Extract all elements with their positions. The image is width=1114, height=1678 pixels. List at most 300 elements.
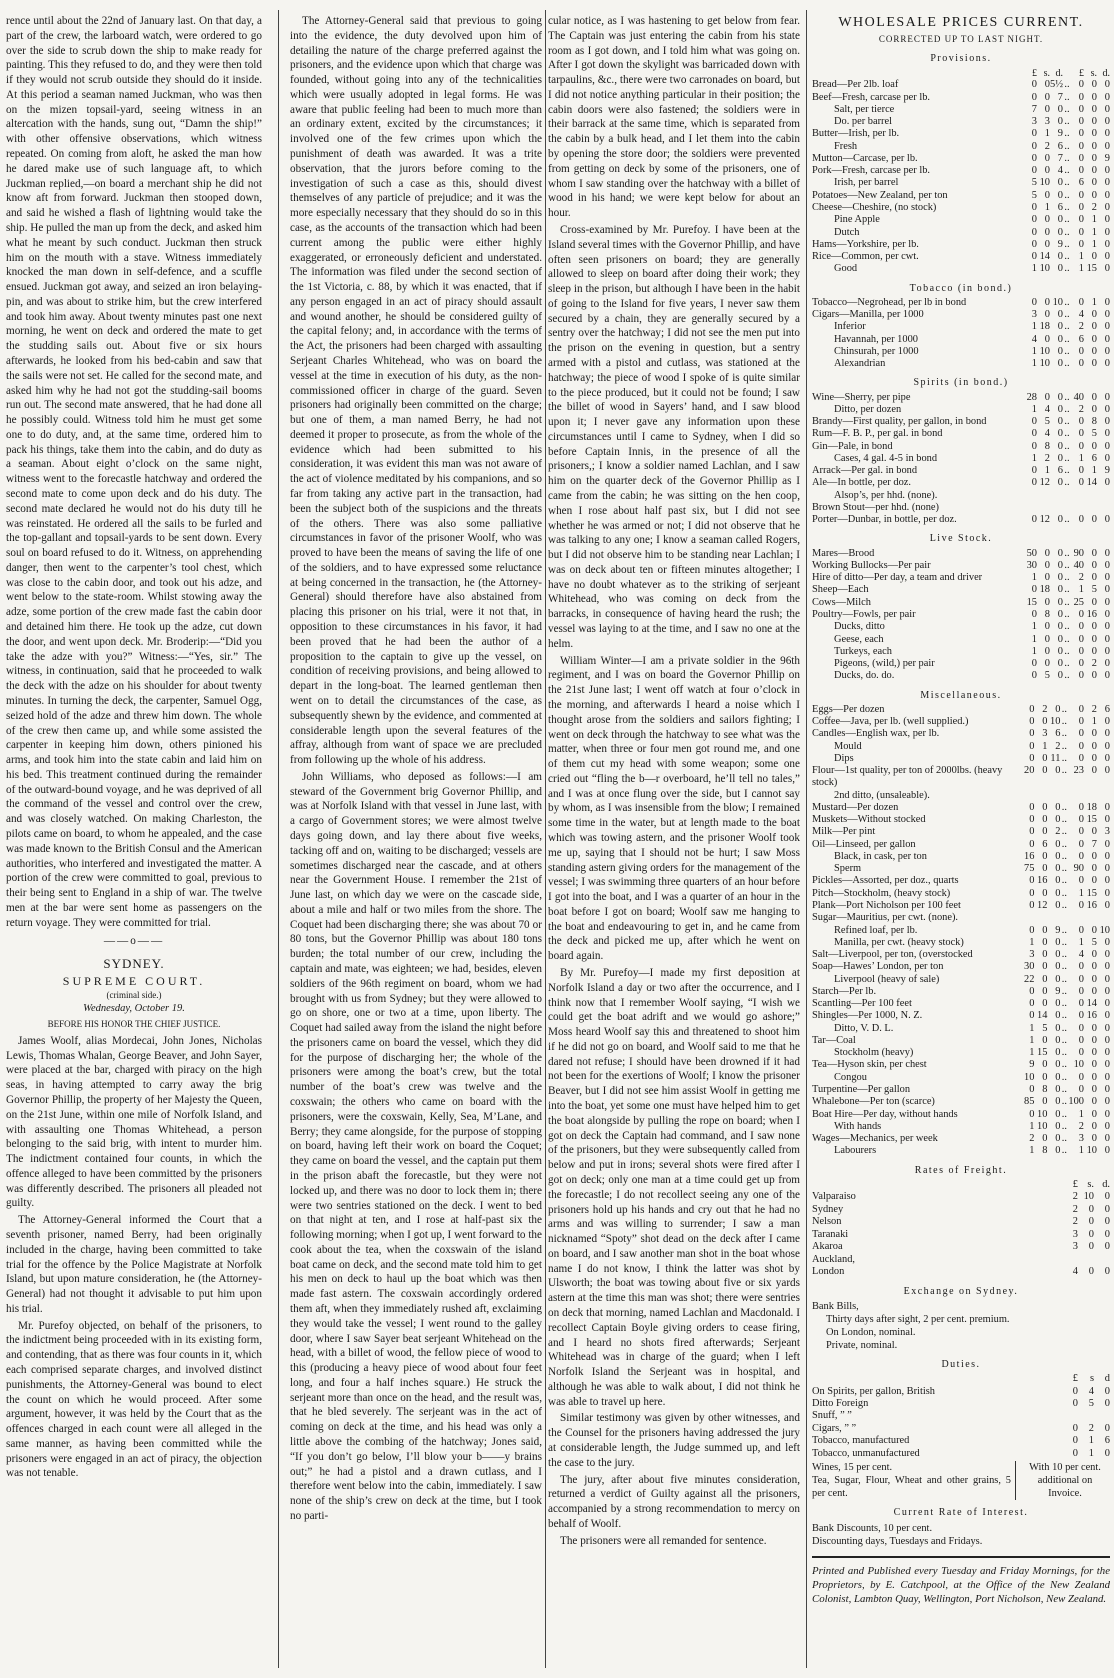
price-high: 5: [1091, 936, 1097, 948]
price-low: 4: [1044, 403, 1050, 415]
price-sep: ..: [1064, 547, 1070, 559]
exchange-lines: [812, 1300, 1110, 1352]
price-high: 14: [1086, 998, 1097, 1010]
price-row: [812, 986, 1110, 998]
article-paragraph: The jury, after about five minutes consideration, returned a verdict of Guilty against all the prisoners, accompanied by a strong recommendation to mercy on behalf of Woolf.: [548, 1473, 800, 1530]
price-sep: ..: [1064, 189, 1070, 201]
price-high: 25: [1073, 596, 1084, 608]
price-sep: ..: [1061, 998, 1067, 1010]
freight-place: Taranaki: [812, 1228, 849, 1240]
price-item: Chinsurah, per 1000: [834, 345, 919, 357]
price-sep: ..: [1064, 608, 1070, 620]
price-low: 0: [1055, 1047, 1061, 1059]
article-paragraph: William Winter—I am a private soldier in the 96th regiment, and I was on board the Governor Phillip on the 21st June last; I went off watch at four o’clock in the morning, and afterwards I heard a noise which I thought arose from the soldiers and sailors fighting; I went on deck through the hatchway to see what was the matter, when three or four men got round me, and one of them cut my head with some weapon; some one cried out “fling the b—r overboard, he’ll tell no tales,” and I was at once flung over the side, but I cannot say by whom, as I was insensible from the blow; I remained some time in the water, but at length made to the boat which was towing astern, and the prisoner Woolf took me up, saying that I should not be hurt; I saw Moss standing astern giving orders for the management of the vessel; I was swimming three quarters of an hour before I got into the boat, and I was a quarter of an hour in the boat before I got on board; Woolf saw me hanging to the boat and endeavouring to get in, and he came from the deck and picked me up, after which he went on board again.: [548, 654, 800, 963]
price-high: 0: [1104, 514, 1110, 526]
price-high: 0: [1104, 814, 1110, 826]
price-low: 0: [1031, 465, 1037, 477]
price-item: Oil—Linseed, per gallon: [812, 838, 916, 850]
price-high: 0: [1104, 1071, 1110, 1083]
price-high: 1: [1078, 936, 1084, 948]
duties-item: Cigars, ” ”: [812, 1422, 857, 1434]
price-sep: ..: [1061, 1145, 1067, 1157]
price-high: 0: [1104, 716, 1110, 728]
price-high: 0: [1104, 403, 1110, 415]
price-low: 1: [1029, 1047, 1035, 1059]
price-row: [812, 765, 1110, 790]
price-low: 12: [1037, 900, 1048, 912]
price-item: Candles—English wax, per lb.: [812, 728, 940, 740]
price-high: 10: [1099, 924, 1110, 936]
price-item: Good: [834, 263, 858, 275]
price-row: [812, 128, 1110, 140]
price-low: 5½: [1050, 79, 1063, 91]
price-high: 0: [1091, 961, 1097, 973]
price-sep: ..: [1064, 296, 1070, 308]
price-high: 0: [1078, 924, 1084, 936]
price-item: Dutch: [834, 226, 860, 238]
price-high: 0: [1078, 428, 1084, 440]
price-row: [812, 153, 1110, 165]
price-low: 2: [1044, 140, 1050, 152]
price-row: [812, 704, 1110, 716]
article-paragraph: rence until about the 22nd of January last. On that day, a part of the crew, the larboard watch, were ordered to go over the side to scrub down the ship to make ready for painting. This they refused to do, and they were then told if they would not scrub outside they should do it inside. At this period a seaman named Juckman, who was then on the mizen topsail-yard, seeing witness in an altercation with the hands, sung out, “Damn the ship!” with other offensive observations, which witness repeated. On coming from aloft, he asked the man how he dared make use of such language aft, to which Juckman replied,—on board a merchant ship he did not know aft from forward. Juckman then stooped down, and said he wished a flash of lightning would take the ship. He pulled the man up from the deck, and asked him what he meant by such conduct. Juckman then struck him on the mouth with a stave. Witness immediately knocked the man down in self-defence, and a scuffle ensued. Juckman got away, and seized an iron belaying-pin, and was about to strike him, but the crew interfered and took him away. About twenty minutes past one next morning, he went on deck and ordered the mate to get the studding sails out. About five or six hours afterwards, he looked from his bed-cabin and saw that the sails were not set. He called for the second mate, and asked him why he had not got the studding-sail booms run out. The second mate answered, that he had done all he possibly could. Witness told him he must get some one to do duty, and, at the same time, ordered him to pack his things, take them into the cabin, and do duty as a seaman. About eight o’clock on the same night, witness went to the forecastle hatchway and ordered the second mate to come upon deck and do his duty. The second mate declared he would not do his duty till he was reinstated. He ordered all the sails to be furled and the top-gallant and topsail-yards to be sent down. Every soul on board refused to do it. Witness, on apprehending danger, then went to the carpenter’s tool chest, which was close to the cabin door, and took out his adze, and went below to the state-room. Whilst stowing away the adze, some portion of the crew made fast the cabin door and detained him there. He took up the adze, cut down the door, and went upon deck. Mr. Broderip:—“Did you take the adze with you?” Witness:—“Yes, sir.” The witness, in continuation, said that he proceeded to walk the deck with the adze on his shoulder for about twenty minutes. In turning the deck, the carpenter, Samuel Ogg, seized hold of the adze and threw him down. The whole of the crew then came up, and while some assisted the carpenter in keeping him down, others pinioned his arms, and took him into the state cabin and laid him on his bed. This treatment continued during the remainder of the outward-bound voyage, and he was deprived of all the command of the vessel and control over the crew, and was closely watched. On making Charleston, the pilots came on board, to whom he appealed, and the case was made known to the British Consul and the American authorities, who interfered and investigated the matter. A portion of the crew were committed to goal, previous to their being sent to England in a ship of war. The twelve men at the bar were sent home as passengers on the return voyage. They were committed for trial.: [6, 15, 262, 929]
price-item: Eggs—Per dozen: [812, 703, 885, 715]
price-low: 10: [1037, 1108, 1048, 1120]
price-high: 40: [1073, 559, 1084, 571]
price-low: 1: [1029, 936, 1035, 948]
price-section-title: Spirits (in bond.): [913, 377, 1009, 389]
price-low: 0: [1055, 875, 1061, 887]
price-high: 0: [1104, 1120, 1110, 1132]
price-high: 0: [1091, 1059, 1097, 1071]
duties-notes: [812, 1461, 1110, 1500]
freight-value: 0: [1104, 1216, 1110, 1228]
price-low: 3: [1042, 728, 1048, 740]
price-low: 5: [1044, 670, 1050, 682]
price-low: 0: [1057, 189, 1063, 201]
freight-value: 0: [1088, 1216, 1094, 1228]
price-table: [812, 392, 1110, 527]
freight-value: 0: [1088, 1228, 1094, 1240]
price-sep: ..: [1064, 358, 1070, 370]
price-high: 0: [1104, 608, 1110, 620]
price-item: Manilla, per cwt. (heavy stock): [834, 936, 964, 948]
price-high: 0: [1091, 391, 1097, 403]
price-sep: ..: [1061, 973, 1067, 985]
price-low: 0: [1042, 1133, 1048, 1145]
price-item: Soap—Hawes’ London, per ton: [812, 961, 944, 973]
price-high: 0: [1104, 103, 1110, 115]
price-high: 0: [1104, 645, 1110, 657]
price-high: 0: [1091, 309, 1097, 321]
price-item: Sugar—Mauritius, per cwt. (none).: [812, 912, 959, 924]
price-low: 1: [1044, 465, 1050, 477]
price-low: 0: [1044, 645, 1050, 657]
price-high: 1: [1091, 465, 1097, 477]
price-item: Ducks, ditto: [834, 621, 885, 633]
price-row: [812, 104, 1110, 116]
price-high: 0: [1078, 645, 1084, 657]
price-high: 0: [1091, 949, 1097, 961]
duties-title: Duties.: [941, 1358, 981, 1370]
price-high: 23: [1073, 765, 1084, 777]
price-sep: ..: [1064, 152, 1070, 164]
duties-value: 1: [1088, 1435, 1094, 1447]
price-low: 10: [1037, 1120, 1048, 1132]
price-low: 9: [1055, 924, 1061, 936]
price-low: 6: [1042, 838, 1048, 850]
header-gap: [1063, 68, 1071, 80]
price-high: 0: [1104, 1096, 1110, 1108]
price-item: Rice—Common, per cwt.: [812, 251, 919, 263]
price-low: 1: [1031, 263, 1037, 275]
price-high: 10: [1073, 1059, 1084, 1071]
price-low: 0: [1031, 477, 1037, 489]
price-table: [812, 68, 1110, 276]
price-high: 0: [1091, 850, 1097, 862]
price-high: 0: [1104, 201, 1110, 213]
price-item: Beef—Fresh, carcase per lb.: [812, 91, 930, 103]
price-high: 0: [1078, 514, 1084, 526]
price-section-title: Live Stock.: [929, 533, 993, 545]
price-low: 0: [1057, 440, 1063, 452]
price-low: 5: [1031, 177, 1037, 189]
price-row: [812, 346, 1110, 358]
price-high: 0: [1091, 826, 1097, 838]
price-sep: ..: [1064, 251, 1070, 263]
price-sep: ..: [1064, 309, 1070, 321]
price-low: 8: [1044, 608, 1050, 620]
price-sep: ..: [1064, 263, 1070, 275]
price-row: [812, 998, 1110, 1010]
price-low: 8: [1044, 440, 1050, 452]
price-row: [812, 465, 1110, 477]
price-high: 0: [1078, 1010, 1084, 1022]
price-item: Rum—F. B. P., per gal. in bond: [812, 428, 943, 440]
price-high: 0: [1091, 189, 1097, 201]
price-high: 0: [1078, 608, 1084, 620]
price-low: 2: [1042, 703, 1048, 715]
price-high: 0: [1091, 765, 1097, 777]
price-high: 0: [1091, 633, 1097, 645]
price-sep: ..: [1061, 863, 1067, 875]
price-low: 9: [1057, 128, 1063, 140]
price-high: 0: [1104, 801, 1110, 813]
price-high: 0: [1078, 670, 1084, 682]
price-row: [812, 597, 1110, 609]
price-sep: ..: [1064, 140, 1070, 152]
price-item: Mould: [834, 740, 862, 752]
price-high: 0: [1078, 752, 1084, 764]
price-high: 0: [1078, 1084, 1084, 1095]
price-sep: ..: [1064, 214, 1070, 226]
price-row: [812, 334, 1110, 346]
price-item: Shingles—Per 1000, N. Z.: [812, 1010, 923, 1022]
price-row: [812, 1035, 1110, 1047]
price-table: [812, 548, 1110, 683]
price-sep: ..: [1064, 321, 1070, 333]
price-row: [812, 251, 1110, 263]
price-high: 0: [1104, 452, 1110, 464]
duties-row: [812, 1435, 1110, 1447]
freight-value: 3: [1072, 1228, 1078, 1240]
price-high: 2: [1078, 572, 1084, 584]
price-item: Ditto, per dozen: [834, 403, 902, 415]
price-high: 0: [1104, 116, 1110, 128]
column-rule: [278, 10, 279, 1668]
price-high: 0: [1091, 1108, 1097, 1120]
price-low: 1: [1031, 633, 1037, 645]
price-high: 0: [1078, 814, 1084, 826]
price-item: Sperm: [834, 863, 862, 875]
price-low: 0: [1029, 887, 1035, 899]
price-low: 0: [1055, 973, 1061, 985]
price-low: 0: [1042, 850, 1048, 862]
price-low: 10: [1024, 1071, 1035, 1083]
price-row: [812, 1109, 1110, 1121]
price-low: 0: [1057, 333, 1063, 345]
price-low: 0: [1055, 703, 1061, 715]
price-low: 15: [1026, 596, 1037, 608]
price-high: 0: [1078, 716, 1084, 728]
price-low: 0: [1057, 621, 1063, 633]
price-low: 0: [1057, 477, 1063, 489]
price-item: Ducks, do. do.: [834, 670, 895, 682]
price-sep: ..: [1064, 465, 1070, 477]
price-low: 0: [1057, 633, 1063, 645]
price-high: 16: [1086, 608, 1097, 620]
price-low: 75: [1024, 863, 1035, 875]
price-item: Tobacco—Negrohead, per lb in bond: [812, 296, 967, 308]
price-high: 0: [1078, 128, 1084, 140]
price-high: 15: [1086, 263, 1097, 275]
price-high: 0: [1078, 152, 1084, 164]
price-row: [812, 1023, 1110, 1035]
price-high: 0: [1104, 1047, 1110, 1059]
price-high: 1: [1091, 214, 1097, 226]
price-high: 0: [1091, 1133, 1097, 1145]
price-low: 0: [1029, 703, 1035, 715]
price-item: Salt—Liverpool, per ton, (overstocked: [812, 949, 973, 961]
price-item: Dips: [834, 752, 854, 764]
price-high: 0: [1104, 296, 1110, 308]
price-sep: ..: [1061, 752, 1067, 764]
price-high: 0: [1104, 936, 1110, 948]
duties-value: [1094, 1410, 1110, 1422]
price-section-title: Provisions.: [930, 53, 992, 65]
price-high: 14: [1086, 477, 1097, 489]
price-row: [812, 214, 1110, 226]
price-high: 0: [1078, 998, 1084, 1010]
price-row: [812, 358, 1110, 370]
price-high: 0: [1078, 358, 1084, 370]
freight-place: London: [812, 1266, 845, 1278]
price-high: 5: [1091, 428, 1097, 440]
price-high: 0: [1104, 165, 1110, 177]
price-sep: ..: [1064, 333, 1070, 345]
price-high: 0: [1078, 140, 1084, 152]
price-low: 0: [1031, 514, 1037, 526]
price-row: [812, 802, 1110, 814]
price-low: 6: [1057, 140, 1063, 152]
column-rule: [806, 10, 807, 1668]
price-row: [812, 1084, 1110, 1096]
price-row: [812, 961, 1110, 973]
price-row: [812, 937, 1110, 949]
price-low: 0: [1042, 924, 1048, 936]
price-item: Tea—Hyson skin, per chest: [812, 1059, 927, 1071]
price-item: Brandy—First quality, per gallon, in bond: [812, 416, 987, 428]
price-row: [812, 165, 1110, 177]
price-high: 5: [1091, 584, 1097, 596]
price-low: 0: [1031, 658, 1037, 670]
price-low: 8: [1042, 1084, 1048, 1095]
price-high: 0: [1104, 887, 1110, 899]
price-low: 0: [1029, 814, 1035, 826]
duties-value: 6: [1104, 1435, 1110, 1447]
price-row: [812, 925, 1110, 937]
price-low: 1: [1042, 740, 1048, 752]
price-high: 0: [1078, 79, 1084, 91]
price-high: 0: [1078, 189, 1084, 201]
price-high: 0: [1091, 321, 1097, 333]
price-sep: ..: [1061, 985, 1067, 997]
price-row: [812, 753, 1110, 765]
price-item: Poultry—Fowls, per pair: [812, 608, 916, 620]
currency-header: £: [1079, 67, 1084, 79]
freight-value: 0: [1088, 1266, 1094, 1278]
price-item: Boat Hire—Per day, without hands: [812, 1108, 958, 1120]
price-low: 0: [1042, 826, 1048, 838]
price-section-title: Miscellaneous.: [920, 689, 1002, 701]
price-item: Tar—Coal: [812, 1034, 856, 1046]
price-high: 0: [1104, 177, 1110, 189]
price-high: 0: [1091, 1096, 1097, 1108]
price-row: [812, 428, 1110, 440]
price-sep: ..: [1061, 716, 1067, 728]
freight-value: [1094, 1254, 1110, 1266]
duties-header: d: [1104, 1373, 1110, 1385]
price-low: 0: [1042, 936, 1048, 948]
price-item: Muskets—Without stocked: [812, 814, 926, 826]
price-low: 0: [1031, 296, 1037, 308]
price-low: 9: [1055, 985, 1061, 997]
price-high: 2: [1078, 403, 1084, 415]
price-high: 0: [1078, 838, 1084, 850]
price-high: 1: [1078, 887, 1084, 899]
price-low: 0: [1057, 391, 1063, 403]
price-item: Cases, 4 gal. 4-5 in bond: [834, 452, 938, 464]
price-low: 0: [1055, 949, 1061, 961]
price-item: Do. per barrel: [834, 116, 892, 128]
price-high: 40: [1073, 391, 1084, 403]
price-low: 1: [1031, 452, 1037, 464]
imprint: Printed and Published every Tuesday and Friday Mornings, for the Proprietors, by E. Catchpool, at the Office of the New Zealand Colonist, Lambton Quay, Wellington, Port Nicholson, New Zealand.: [812, 1556, 1110, 1607]
price-low: 0: [1031, 152, 1037, 164]
duties-item: Tobacco, manufactured: [812, 1435, 910, 1447]
price-high: 4: [1078, 309, 1084, 321]
price-item: Mares—Brood: [812, 547, 875, 559]
price-row: [812, 502, 1110, 514]
article-paragraph: Cross-examined by Mr. Purefoy. I have been at the Island several times with the Governor Phillip, and have often seen prisoners on board; they are generally allowed to sleep on board after doing their work; they sleep in the prison, but although I have been in the habit of going to the Island for five years, I never saw them secured by a chain, they are generally secured by a sentry over the hatchway; I did not see the men put into the prison on the evening in question, but a sentry armed with a pistol and cutlass, was stationed at the hatchway; the piece of wood I spoke of is quite similar to the piece produced, but it could not be found; I saw the billet of wood in Sayers’ hand, and I saw blood upon it; I never gave any information upon these circumstances until I came to Sydney, when I did so before Captain Innis, in the presence of all the prisoners,; I know a soldier named Lachlan, and I saw him on the quarter deck of the Governor Phillip as I came from the cabin; he was sitting on the hen coop, when I rose about half past six, but I did not see whether he was armed or not; I did not observe that he was talking to any one; I know a seaman called Rogers, but I did not observe him to be standing near Lachlan; I was on deck about ten or fifteen minutes altogether; I have no doubt whatever as to the striking of serjeant Whitehead, who was coming on deck from the barracks, in consequence of having heard the rush; the vessel was laying to at the time, and I saw no one at the helm.: [548, 223, 800, 650]
price-row: [812, 309, 1110, 321]
article-paragraph: James Woolf, alias Mordecai, John Jones, Nicholas Lewis, Thomas Whalan, George Beaver, and John Sayer, were placed at the bar, charged with piracy on the high seas, in having attempted to carry away the brig Governor Phillip, the property of her Majesty the Queen, on the 21st June, within one mile of Norfolk Island, and with assaulting one Thomas Whitehead, a person belonging to the said brig, with intent to murder him. The indictment contained four counts, in which the offence alleged to have been committed by the prisoners was differently described. The prisoners all pleaded not guilty.: [6, 1034, 262, 1210]
price-low: 0: [1031, 608, 1037, 620]
price-high: 0: [1104, 900, 1110, 912]
price-low: 0: [1029, 728, 1035, 740]
price-high: 0: [1078, 416, 1084, 428]
price-high: 0: [1091, 91, 1097, 103]
price-low: 6: [1055, 728, 1061, 740]
price-low: 0: [1055, 1071, 1061, 1083]
price-high: 1: [1078, 584, 1084, 596]
price-low: 0: [1057, 345, 1063, 357]
price-sep: ..: [1061, 826, 1067, 838]
price-low: 3: [1029, 949, 1035, 961]
price-low: 0: [1029, 826, 1035, 838]
price-high: 0: [1091, 985, 1097, 997]
price-low: 0: [1031, 79, 1037, 91]
price-low: 7: [1057, 152, 1063, 164]
price-sep: ..: [1061, 740, 1067, 752]
exchange-title: Exchange on Sydney.: [903, 1285, 1019, 1297]
price-high: 6: [1104, 703, 1110, 715]
price-high: 4: [1078, 949, 1084, 961]
price-low: 0: [1055, 1034, 1061, 1046]
price-high: 0: [1104, 875, 1110, 887]
price-high: 0: [1104, 740, 1110, 752]
duties-item: Tobacco, unmanufactured: [812, 1447, 920, 1459]
price-high: 0: [1078, 973, 1084, 985]
price-sep: ..: [1064, 514, 1070, 526]
price-row: [812, 658, 1110, 670]
price-low: 1: [1044, 201, 1050, 213]
duties-header: s: [1089, 1373, 1094, 1385]
price-low: 0: [1055, 936, 1061, 948]
freight-row: [812, 1191, 1110, 1203]
price-low: 20: [1024, 765, 1035, 777]
price-item: 2nd ditto, (unsaleable).: [834, 789, 930, 801]
freight-value: 0: [1104, 1241, 1110, 1253]
price-low: 0: [1029, 875, 1035, 887]
price-low: 22: [1024, 973, 1035, 985]
price-low: 4: [1044, 428, 1050, 440]
price-low: 0: [1055, 1084, 1061, 1095]
freight-value: 0: [1104, 1203, 1110, 1215]
price-low: 30: [1026, 559, 1037, 571]
price-low: 1: [1031, 645, 1037, 657]
price-low: 0: [1044, 633, 1050, 645]
price-item: Refined loaf, per lb.: [834, 924, 918, 936]
price-high: 0: [1104, 263, 1110, 275]
duties-value: 0: [1072, 1422, 1078, 1434]
price-high: 0: [1104, 670, 1110, 682]
price-item: Turkeys, each: [834, 645, 892, 657]
price-low: 9: [1029, 1059, 1035, 1071]
price-low: 8: [1042, 1145, 1048, 1157]
duties-item: Ditto Foreign: [812, 1398, 869, 1409]
price-low: 0: [1044, 152, 1050, 164]
price-low: 0: [1029, 1010, 1035, 1022]
price-low: 3: [1031, 309, 1037, 321]
price-low: 0: [1057, 645, 1063, 657]
price-low: 0: [1044, 165, 1050, 177]
price-item: Potatoes—New Zealand, per ton: [812, 189, 948, 201]
duties-row: [812, 1398, 1110, 1410]
price-low: 0: [1042, 1071, 1048, 1083]
price-item: Alexandrian: [834, 358, 886, 370]
price-high: 0: [1091, 333, 1097, 345]
